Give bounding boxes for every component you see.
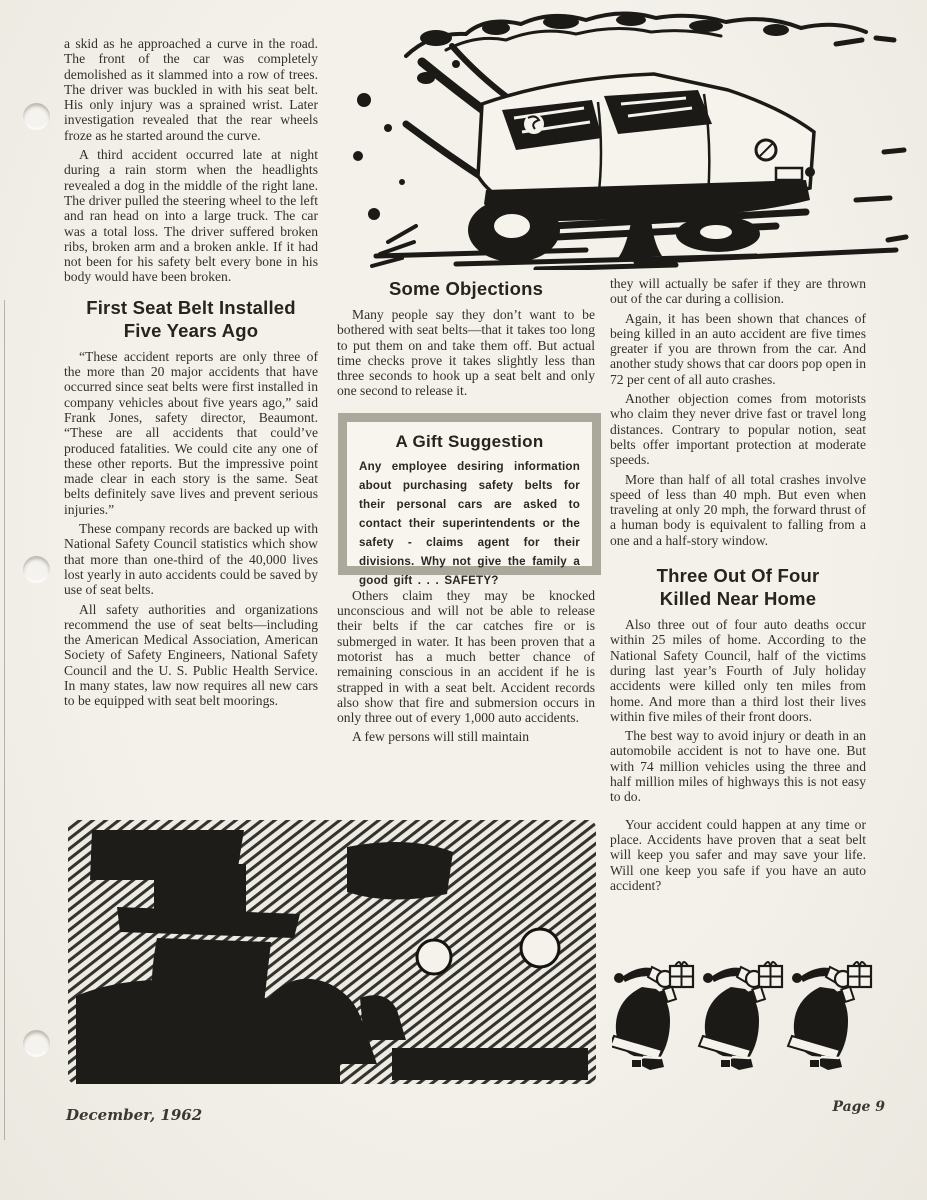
footer-page-number: Page 9 <box>832 1099 885 1115</box>
paragraph: Also three out of four auto deaths occur within 25 miles of home. According to the National Safety Council, half of the victims during last year’s Fourth of July holiday accidents were killed only ten miles from home. And more than a third lost their lives within five miles of their front doors. <box>610 617 866 724</box>
paragraph: More than half of all total crashes involve speed of less than 40 mph. But even when traveling at only 20 mph, the forward thrust of a human body is equivalent to falling from a one and a half-story window. <box>610 471 866 548</box>
heading-line: Some Objections <box>388 278 544 299</box>
gift-suggestion-box <box>338 413 601 588</box>
heading-line: First Seat Belt Installed <box>86 296 296 318</box>
paragraph: Another objection comes from motorists who claim they never drive fast or travel long distances. Contrary to popular notion, seat belts offer important protection at moderate speeds. <box>610 391 866 468</box>
gift-box-body: Any employee desiring information about purchasing safety belts for their personal cars are asked to contact their superintendents or the safety - claims agent for their divisions. Why not give the family a good gift . . . SAFETY? <box>359 460 580 588</box>
binder-hole-punch <box>23 1030 50 1057</box>
section-heading-first-seat-belt <box>64 296 318 342</box>
gift-box-title: A Gift Suggestion <box>395 431 544 451</box>
binder-hole-punch <box>23 103 50 130</box>
paragraph: Many people say they don’t want to be bothered with seat belts—that it takes too long to put them on and take them off. But actual time checks prove it takes slightly less than three seconds to hook up a seat belt and only one second to release it. <box>337 307 595 399</box>
heading-line: Five Years Ago <box>123 319 259 341</box>
paragraph: A few persons will still maintain <box>352 729 530 745</box>
paragraph: Others claim they may be knocked unconscious and will not be able to release their belts if the car catches fire or is submerged in water. It has been proven that a motorist has a much better chance of remaining conscious in an accident if he is strapped in with a seat belt. Accident records also show that fire and submersion occurs in only three out of every 1,000 auto accidents. <box>337 587 595 726</box>
santa-row-illustration <box>612 958 874 1077</box>
car-crash-illustration <box>336 4 918 275</box>
paragraph: These company records are backed up with National Safety Council statistics which show that more than one-third of the 40,000 lives lost yearly in auto accidents could be saved by use of seat belts. <box>64 521 318 598</box>
paragraph: a skid as he approached a curve in the road. The front of the car was completely demolished as it slammed into a row of trees. The driver was buckled in with his seat belt. His only injury was a sprained wrist. Later investigation revealed that the rear wheels froze as he started around the curve. <box>64 36 318 143</box>
heading-line: Killed Near Home <box>659 588 817 610</box>
right-column <box>610 276 866 897</box>
paragraph: they will actually be safer if they are thrown out of the car during a collision. <box>610 276 866 307</box>
paragraph: “These accident reports are only three of the more than 20 major accidents that have occurred since seat belts were first installed in company vehicles about five years ago,” said Frank Jones, safety director, Beaumont. “These are all accidents that could’ve produced fatalities. We could cite any one of these other reports. But the impressive point made clear in each story is the same. Seat belts definitely save lives and prevent serious injuries.” <box>64 348 318 517</box>
binder-hole-punch <box>23 556 50 583</box>
section-heading-three-out-of-four <box>610 564 866 610</box>
heading-line: Three Out Of Four <box>656 565 820 587</box>
paragraph: All safety authorities and organizations recommend the use of seat belts—including the American Medical Association, American Society of Safety Engineers, National Safety Council and the U. S. Public Health Service. In many states, law now requires all new cars to be equipped with seat belt moorings. <box>64 601 318 709</box>
paragraph: Your accident could happen at any time or place. Accidents have proven that a seat belt will keep you safer and may save your life. Will one keep you safe if you have an auto accident? <box>610 816 866 893</box>
night-rain-sketch <box>62 812 602 1094</box>
paragraph: Again, it has been shown that chances of being killed in an auto accident are five times greater if you are thrown from the car. And another study shows that car doors pop open in 72 per cent of all auto crashes. <box>610 310 866 387</box>
section-heading-some-objections <box>337 277 595 300</box>
paragraph: The best way to avoid injury or death in an automobile accident is not to have one. But with 74 million vehicles using the three and half million miles of highways this is not easy to do. <box>610 728 866 805</box>
paragraph: A third accident occurred late at night during a rain storm when the headlights revealed a dog in the middle of the right lane. The driver pulled the steering wheel to the left and ran head on into a large truck. The car was a total loss. The driver suffered broken ribs, broken arm and a broken ankle. If it had not been for his safety belt every bone in his body would have been broken. <box>64 147 318 285</box>
left-column <box>64 36 318 713</box>
night-driving-illustration <box>62 812 602 1099</box>
middle-column <box>337 277 595 749</box>
scan-edge-line <box>4 300 5 1140</box>
car-crash-ink-sketch <box>336 4 918 270</box>
footer-date: December, 1962 <box>66 1106 203 1124</box>
three-santas-with-gifts <box>612 958 874 1072</box>
